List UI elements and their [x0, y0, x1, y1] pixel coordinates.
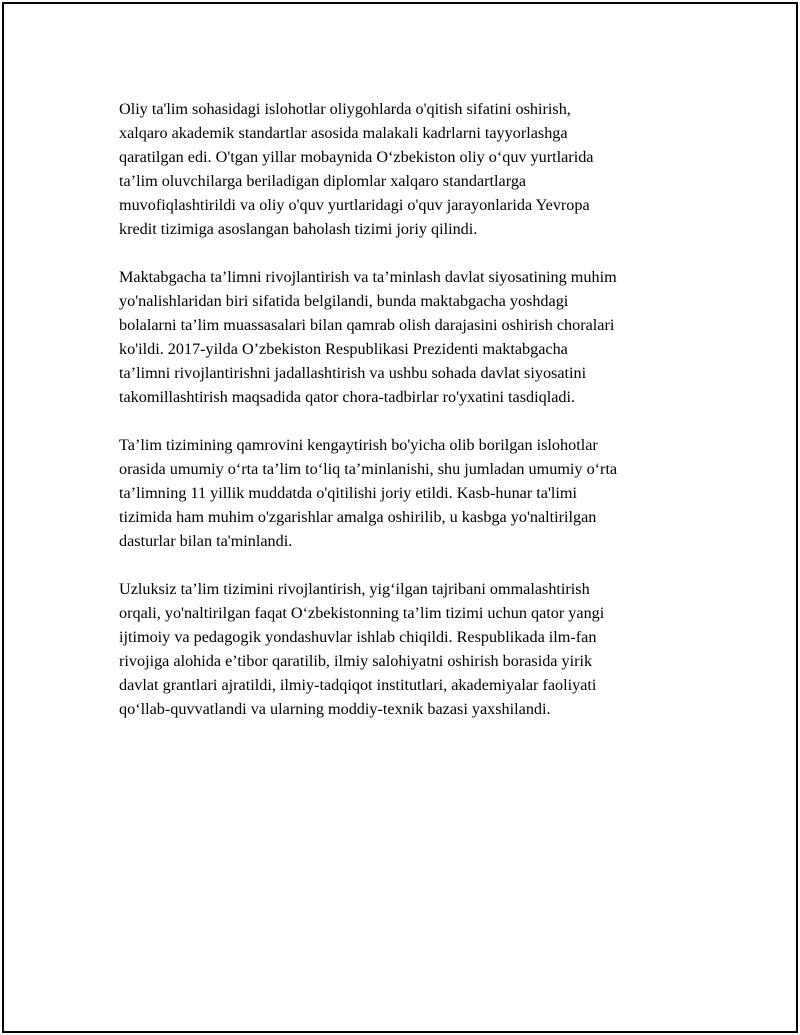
text-line: ko'ildi. 2017-yilda O’zbekiston Respublikasi Prezidenti maktabgacha: [119, 340, 568, 358]
text-line: Oliy ta'lim sohasidagi islohotlar oliygohlarda o'qitish sifatini oshirish,: [119, 100, 571, 118]
paragraph-higher-education: [119, 97, 699, 241]
text-line: qaratilgan edi. O'tgan yillar mobaynida O‘zbekiston oliy o‘quv yurtlarida: [119, 148, 594, 166]
text-line: Maktabgacha ta’limni rivojlantirish va ta’minlash davlat siyosatining muhim: [119, 268, 617, 286]
text-line: tizimida ham muhim o'zgarishlar amalga oshirilib, u kasbga yo'naltirilgan: [119, 508, 597, 526]
document-page: [2, 2, 798, 1033]
text-line: ijtimoiy va pedagogik yondashuvlar ishlab chiqildi. Respublikada ilm-fan: [119, 628, 597, 646]
text-line: ta’limni rivojlantirishni jadallashtirish va ushbu sohada davlat siyosatini: [119, 364, 587, 382]
text-line: bolalarni ta’lim muassasalari bilan qamrab olish darajasini oshirish choralari: [119, 316, 615, 334]
text-line: kredit tizimiga asoslangan baholash tizimi joriy qilindi.: [119, 220, 478, 238]
text-line: takomillashtirish maqsadida qator chora-tadbirlar ro'yxatini tasdiqladi.: [119, 388, 576, 406]
document-body: [119, 97, 699, 745]
paragraph-continuous-education: [119, 577, 699, 721]
text-line: qo‘llab-quvvatlandi va ularning moddiy-texnik bazasi yaxshilandi.: [119, 700, 551, 718]
text-line: rivojiga alohida e’tibor qaratilib, ilmiy salohiyatni oshirish borasida yirik: [119, 652, 593, 670]
paragraph-preschool-education: [119, 265, 699, 409]
text-line: ta’lim oluvchilarga beriladigan diplomlar xalqaro standartlarga: [119, 172, 527, 190]
text-line: orasida umumiy o‘rta ta’lim to‘liq ta’minlanishi, shu jumladan umumiy o‘rta: [119, 460, 618, 478]
text-line: Ta’lim tizimining qamrovini kengaytirish bo'yicha olib borilgan islohotlar: [119, 436, 598, 454]
text-line: yo'nalishlaridan biri sifatida belgilandi, bunda maktabgacha yoshdagi: [119, 292, 569, 310]
text-line: xalqaro akademik standartlar asosida malakali kadrlarni tayyorlashga: [119, 124, 568, 142]
text-line: Uzluksiz ta’lim tizimini rivojlantirish, yig‘ilgan tajribani ommalashtirish: [119, 580, 590, 598]
text-line: ta’limning 11 yillik muddatda o'qitilishi joriy etildi. Kasb-hunar ta'limi: [119, 484, 577, 502]
text-line: dasturlar bilan ta'minlandi.: [119, 532, 293, 550]
text-line: davlat grantlari ajratildi, ilmiy-tadqiqot institutlari, akademiyalar faoliyati: [119, 676, 597, 694]
text-line: muvofiqlashtirildi va oliy o'quv yurtlaridagi o'quv jarayonlarida Yevropa: [119, 196, 590, 214]
text-line: orqali, yo'naltirilgan faqat O‘zbekistonning ta’lim tizimi uchun qator yangi: [119, 604, 605, 622]
paragraph-general-education: [119, 433, 699, 553]
